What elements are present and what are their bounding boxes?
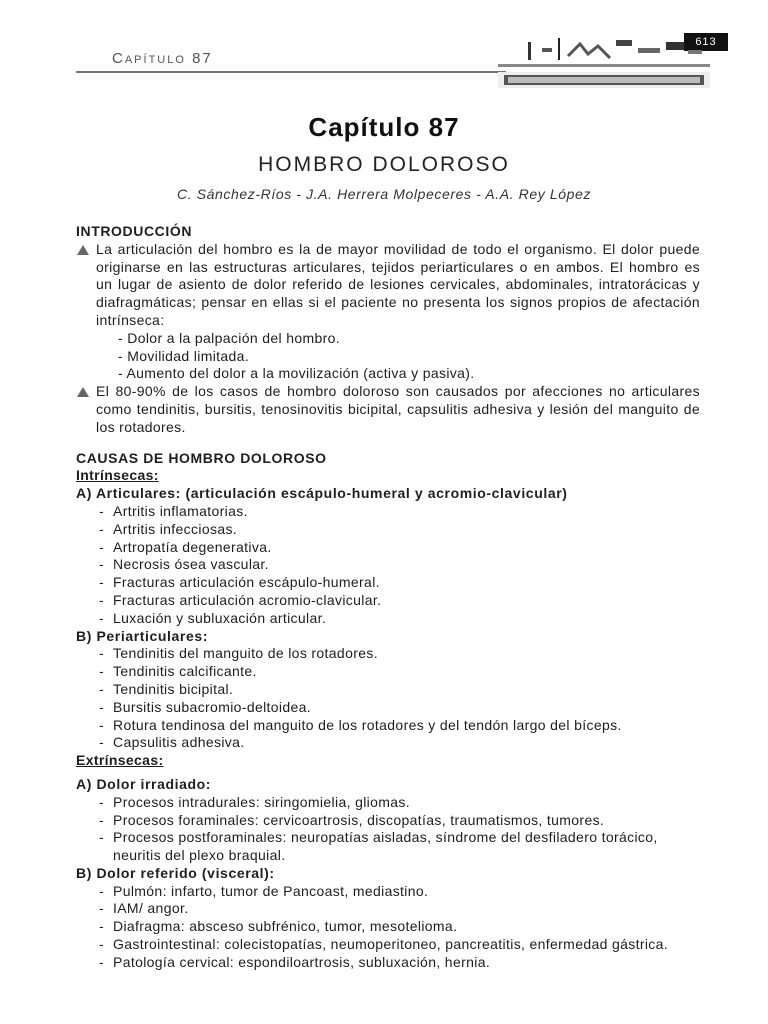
radiated-heading: A) Dolor irradiado: <box>76 775 212 792</box>
intrinsic-label: Intrínsecas: <box>76 467 159 484</box>
chapter-title: Capítulo 87 <box>308 112 460 142</box>
list-item: - Diafragma: absceso subfrénico, tumor, mesotelioma. <box>99 918 458 935</box>
list-item: - Capsulitis adhesiva. <box>99 734 245 751</box>
intro-sign: - Movilidad limitada. <box>118 347 250 364</box>
intro-sign: - Aumento del dolor a la movilización (activa y pasiva). <box>118 365 475 382</box>
list-item: - Procesos intradurales: siringomielia, gliomas. <box>99 793 410 810</box>
chapter-subtitle: HOMBRO DOLOROSO <box>258 153 510 176</box>
referred-heading: B) Dolor referido (visceral): <box>76 864 275 881</box>
list-item: - Procesos foraminales: cervicoartrosis, discopatías, traumatismos, tumores. <box>99 811 605 828</box>
list-item: - Fracturas articulación acromio-clavicular. <box>99 591 382 608</box>
body-text <box>76 223 700 972</box>
list-item: - Artritis infecciosas. <box>99 520 238 537</box>
causes-heading: CAUSAS DE HOMBRO DOLOROSO <box>76 449 327 466</box>
intro-paragraph-2: El 80-90% de los casos de hombro doloroso son causados por afecciones no articulares como tendinitis, bursitis, tenosinovitis bicipital, capsulitis adhesiva y lesión del manguito de los rotadores. <box>76 383 700 436</box>
list-item: - Tendinitis del manguito de los rotadores. <box>99 645 378 662</box>
list-item: - Gastrointestinal: colecistopatías, neumoperitoneo, pancreatitis, enfermedad gástrica. <box>99 936 669 953</box>
page-number: 613 <box>684 33 728 51</box>
list-item: - Procesos postforaminales: neuropatías aisladas, síndrome del desfiladero torácico, neuritis del plexo braquial. <box>99 829 658 864</box>
list-item: - Luxación y subluxación articular. <box>99 609 327 626</box>
triangle-bullet-icon <box>77 245 89 255</box>
list-item: - Tendinitis bicipital. <box>99 680 234 697</box>
header-rule <box>76 71 506 73</box>
list-item: - IAM/ angor. <box>99 900 189 917</box>
authors: C. Sánchez-Ríos - J.A. Herrera Molpeceres - A.A. Rey López <box>177 186 591 202</box>
articular-heading: A) Articulares: (articulación escápulo-humeral y acromio-clavicular) <box>76 485 568 502</box>
list-item: - Artritis inflamatorias. <box>99 502 248 519</box>
periarticular-heading: B) Periarticulares: <box>76 627 209 644</box>
running-head: Capítulo 87 <box>112 50 213 67</box>
triangle-bullet-icon <box>77 387 89 397</box>
intro-heading: INTRODUCCIÓN <box>76 223 193 239</box>
list-item: - Tendinitis calcificante. <box>99 663 257 680</box>
list-item: - Patología cervical: espondiloartrosis, subluxación, hernia. <box>99 953 491 970</box>
intro-paragraph-1: La articulación del hombro es la de mayor movilidad de todo el organismo. El dolor puede originarse en las estructuras articulares, tejidos periarticulares o en ambos. El hombro es un lugar de asiento de dolor referido de lesiones cervicales, abdominales, intratorácicas y diafragmáticas; pensar en ellas si el paciente no presenta los signos propios de afectación intrínseca: <box>76 241 700 330</box>
list-item: - Artropatía degenerativa. <box>99 538 272 555</box>
list-item: - Necrosis ósea vascular. <box>99 556 269 573</box>
list-item: - Bursitis subacromio-deltoidea. <box>99 698 312 715</box>
header-decoration <box>498 34 710 92</box>
list-item: - Fracturas articulación escápulo-humeral. <box>99 574 380 591</box>
extrinsic-label: Extrínsecas: <box>76 752 164 769</box>
list-item: - Pulmón: infarto, tumor de Pancoast, mediastino. <box>99 882 429 899</box>
intro-sign: - Dolor a la palpación del hombro. <box>118 329 341 346</box>
list-item: - Rotura tendinosa del manguito de los rotadores y del tendón largo del bíceps. <box>99 716 622 733</box>
